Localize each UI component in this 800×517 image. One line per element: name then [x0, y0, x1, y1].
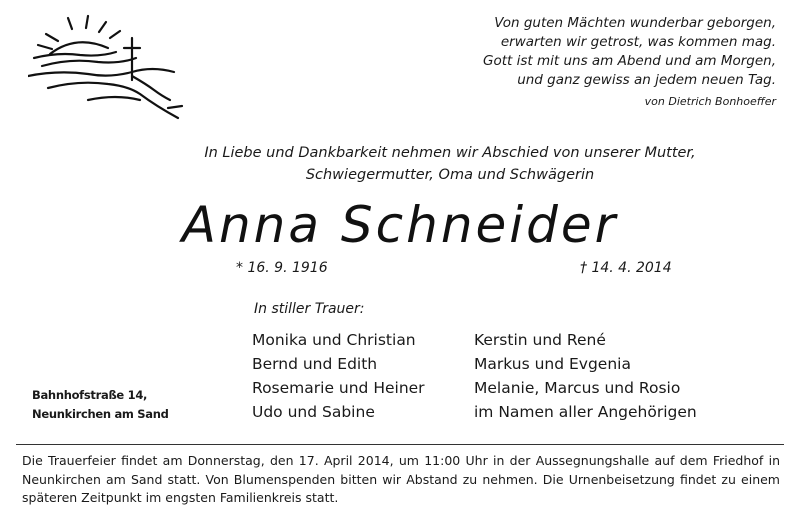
mourner-entry: Markus und Evgenia: [474, 355, 631, 373]
address-street: Bahnhofstraße 14,: [32, 388, 148, 402]
address: [32, 386, 169, 424]
mourner-entry: Rosemarie und Heiner: [252, 379, 425, 397]
mourner-entry: Melanie, Marcus und Rosio: [474, 379, 681, 397]
intro-line-1: In Liebe und Dankbarkeit nehmen wir Abschied von unserer Mutter,: [204, 145, 696, 161]
mourners-right-column: [474, 328, 697, 424]
mourner-entry: Kerstin und René: [474, 331, 606, 349]
mourner-entry: Bernd und Edith: [252, 355, 378, 373]
mourner-entry: Udo und Sabine: [252, 403, 375, 421]
poem-line: und ganz gewiss an jedem neuen Tag.: [517, 72, 776, 88]
poem-line: erwarten wir getrost, was kommen mag.: [500, 34, 776, 50]
funeral-notice: Die Trauerfeier findet am Donnerstag, den 17. April 2014, um 11:00 Uhr in der Aussegnungshalle auf dem Friedhof in Neunkirchen am Sand statt. Von Blumenspenden bitten wir Abstand zu nehmen. Die Urnenbeisetzung findet zu einem späteren Zeitpunkt im engsten Familienkreis statt.: [22, 453, 780, 505]
poem-line: Von guten Mächten wunderbar geborgen,: [494, 15, 776, 31]
birth-date: * 16. 9. 1916: [236, 260, 328, 276]
farewell-intro: [130, 142, 770, 186]
mourner-entry: im Namen aller Angehörigen: [474, 403, 697, 421]
death-date: † 14. 4. 2014: [580, 260, 672, 276]
mourner-entry: Monika und Christian: [252, 331, 416, 349]
divider: [16, 444, 784, 445]
mourners-left-column: [252, 328, 425, 424]
deceased-name: Anna Schneider: [181, 196, 619, 254]
poem: [356, 14, 776, 108]
poem-author: von Dietrich Bonhoeffer: [644, 95, 776, 108]
poem-line: Gott ist mit uns am Abend und am Morgen,: [483, 53, 776, 69]
intro-line-2: Schwiegermutter, Oma und Schwägerin: [305, 167, 595, 183]
mourners-heading: In stiller Trauer:: [254, 301, 365, 317]
sunrise-cross-icon: [28, 14, 198, 126]
address-city: Neunkirchen am Sand: [32, 407, 169, 421]
